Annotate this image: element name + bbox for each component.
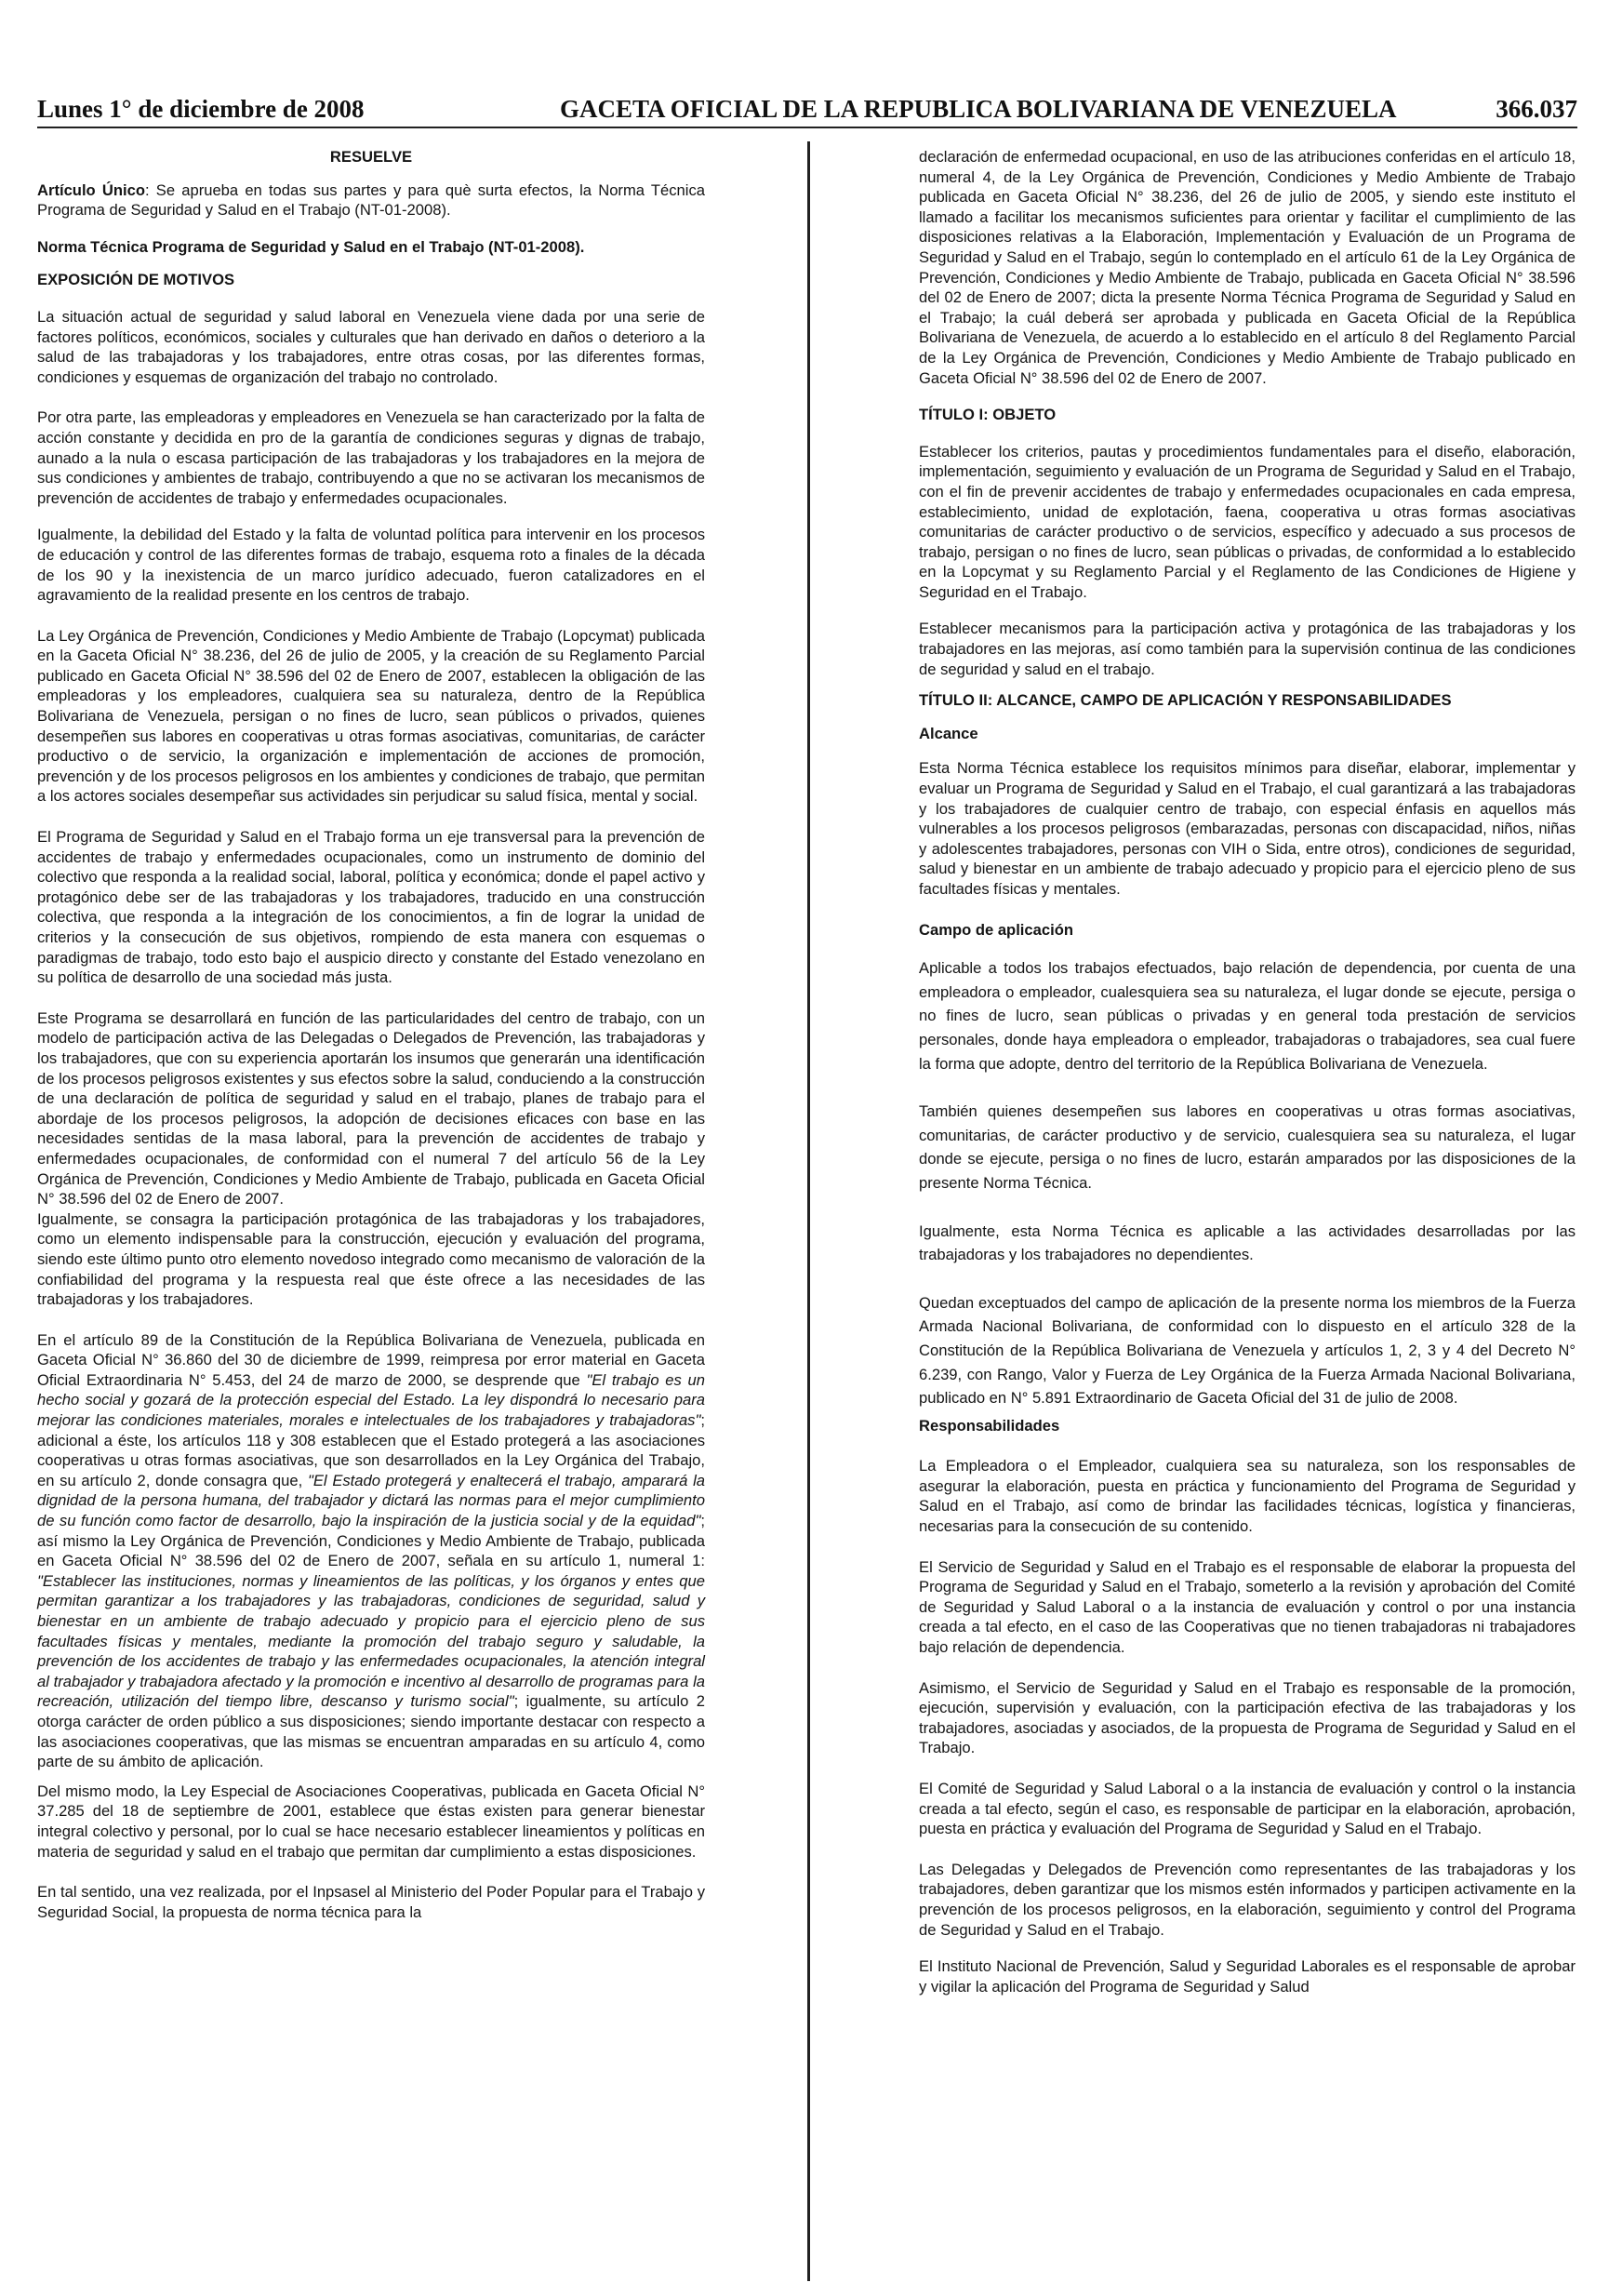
header-rule bbox=[37, 127, 1577, 128]
paragraph: El Programa de Seguridad y Salud en el Trabajo forma un eje transversal para la prevención de accidentes de trabajo y enfermedades ocupacionales, como un instrumento de dominio del colectivo que responda a la realidad social, laboral, política y económica; donde el papel activo y protagónico debe ser de las trabajadoras y los trabajadores, traducido en una construcción colectiva, que responda a la integración de los conocimientos, a fin de lograr la unidad de criterios y la consecución de sus objetivos, rompiendo de esta manera con esquemas o paradigmas de trabajo, todo esto bajo el auspicio directo y constante del Estado venezolano en su política de desarrollo de una sociedad más justa. bbox=[37, 828, 705, 987]
responsabilidades-heading: Responsabilidades bbox=[919, 1416, 1060, 1435]
paragraph: El Servicio de Seguridad y Salud en el Trabajo es el responsable de elaborar la propuesta del Programa de Seguridad y Salud en el Trabajo, someterlo a la revisión y aprobación del Comité de Seguridad y Salud Laboral o a la instancia de evaluación y control o por una instancia creada a tal efecto, en el caso de las Cooperativas que no tienen trabajadoras ni trabajadores bajo relación de dependencia. bbox=[919, 1557, 1576, 1657]
paragraph-text: ; igualmente, su artículo 2 otorga carácter de orden público a sus disposiciones; siendo importante destacar con respecto a las asociaciones cooperativas, que las mismas se encuentran amparadas en su artículo 4, como parte de su ámbito de aplicación. bbox=[37, 1692, 705, 1771]
paragraph: Este Programa se desarrollará en función de las particularidades del centro de trabajo, con un modelo de participación activa de las Delegadas o Delegados de Prevención, las trabajadoras y los trabajadores, que con su experiencia aportarán los insumos que generarán una identificación de los procesos peligrosos existentes y sus efectos sobre la salud, conduciendo a la construcción de una declaración de política de seguridad y salud en el trabajo, planes de trabajo para el abordaje de los procesos peligrosos, la adopción de decisiones eficaces con base en las necesidades sentidas de la masa laboral, para la prevención de accidentes de trabajo y enfermedades ocupacionales, de conformidad con el numeral 7 del artículo 56 de la Ley Orgánica de Prevención, Condiciones y Medio Ambiente de Trabajo, publicada en Gaceta Oficial N° 38.596 del 02 de Enero de 2007. bbox=[37, 1008, 705, 1208]
paragraph: Las Delegadas y Delegados de Prevención como representantes de las trabajadoras y los trabajadores, deben garantizar que los mismos estén informados y participen activamente en la prevención de los procesos peligrosos, en la elaboración, seguimiento y control del Programa de Seguridad y Salud en el Trabajo. bbox=[919, 1860, 1576, 1939]
articulo-unico bbox=[37, 180, 705, 220]
alcance-heading: Alcance bbox=[919, 724, 978, 742]
paragraph: En tal sentido, una vez realizada, por el Inpsasel al Ministerio del Poder Popular para el Trabajo y Seguridad Social, la propuesta de norma técnica para la bbox=[37, 1883, 705, 1921]
articulo-unico-label: Artículo Único bbox=[37, 180, 145, 199]
paragraph-text: En el artículo 89 de la Constitución de la República Bolivariana de Venezuela, publicada en Gaceta Oficial N° 36.860 del 30 de diciembre de 1999, reimpresa por error material en Gaceta Oficial Extraordinaria N° 5.453, del 24 de marzo de 2000, se desprende que bbox=[37, 1330, 705, 1389]
quote-constitucion: "El trabajo es un hecho social y gozará de la protección especial del Estado. La ley dispondrá lo necesario para mejorar las condiciones materiales, morales e intelectuales de los trabajadores y trabajadoras" bbox=[37, 1370, 705, 1430]
page-header bbox=[37, 95, 1577, 127]
paragraph: Igualmente, se consagra la participación protagónica de las trabajadoras y los trabajadores, como un elemento indispensable para la construcción, ejecución y evaluación del programa, siendo este último punto otro elemento novedoso integrado como mecanismo de valoración de la confiabilidad del programa y la respuesta real que éste ofrece a las necesidades de las trabajadoras y los trabajadores. bbox=[37, 1209, 705, 1309]
campo-heading: Campo de aplicación bbox=[919, 920, 1073, 939]
paragraph bbox=[37, 1330, 705, 1772]
articulo-unico-text: : Se aprueba en todas sus partes y para què surta efectos, la Norma Técnica Programa de Seguridad y Salud en el Trabajo (NT-01-2008). bbox=[37, 180, 705, 220]
paragraph: declaración de enfermedad ocupacional, en uso de las atribuciones conferidas en el artículo 18, numeral 4, de la Ley Orgánica de Prevención, Condiciones y Medio Ambiente de Trabajo publicada en Gaceta Oficial N° 38.236, del 26 de julio de 2005, y siendo este instituto el llamado a facilitar los mecanismos suficientes para orientar y facilitar el cumplimiento de las disposiciones relativas a la Elaboración, Implementación y Evaluación de un Programa de Seguridad y Salud en el Trabajo, según lo contemplado en el artículo 61 de la Ley Orgánica de Prevención, Condiciones y Medio Ambiente de Trabajo, publicada en Gaceta Oficial N° 38.596 del 02 de Enero de 2007; dicta la presente Norma Técnica Programa de Seguridad y Salud en el Trabajo; la cuál deberá ser aprobada y publicada en Gaceta Oficial de la República Bolivariana de Venezuela, de acuerdo a lo establecido en el artículo 8 del Reglamento Parcial de la Ley Orgánica de Prevención, Condiciones y Medio Ambiente de Trabajo publicado en Gaceta Oficial N° 38.596 del 02 de Enero de 2007. bbox=[919, 148, 1576, 387]
quote-lopcymat: "Establecer las instituciones, normas y lineamientos de las políticas, y los órganos y entes que permitan garantizar a los trabajadores y las trabajadoras, condiciones de seguridad, salud y bienestar en un ambiente de trabajo adecuado y propicio para el ejercicio pleno de sus facultades físicas y mentales, mediante la promoción del trabajo seguro y saludable, la prevención de los accidentes de trabajo y las enfermedades ocupacionales, la atención integral al trabajador y trabajadora afectado y la promoción e incentivo al desarrollo de programas para la recreación, utilización del tiempo libre, descanso y turismo social" bbox=[37, 1571, 705, 1711]
norma-title: Norma Técnica Programa de Seguridad y Salud en el Trabajo (NT-01-2008). bbox=[37, 237, 585, 256]
header-date: Lunes 1° de diciembre de 2008 bbox=[37, 95, 365, 123]
exposicion-heading: EXPOSICIÓN DE MOTIVOS bbox=[37, 271, 235, 289]
paragraph: Esta Norma Técnica establece los requisitos mínimos para diseñar, elaborar, implementar y evaluar un Programa de Seguridad y Salud en el Trabajo, el cual garantizará a las trabajadoras y los trabajadores de cualquier centro de trabajo, con especial énfasis en aquellos más vulnerables a los procesos peligrosos (embarazadas, personas con discapacidad, niños, niñas y adolescentes trabajadores, personas con VIH o Sida, entre otros), condiciones de seguridad, salud y bienestar en un ambiente de trabajo adecuado y propicio para el ejercicio pleno de sus facultades físicas y mentales. bbox=[919, 759, 1576, 898]
header-title: GACETA OFICIAL DE LA REPUBLICA BOLIVARIANA DE VENEZUELA bbox=[560, 95, 1397, 123]
paragraph: Asimismo, el Servicio de Seguridad y Salud en el Trabajo es responsable de la promoción, ejecución, supervisión y evaluación, con la participación efectiva de las trabajadoras y los trabajadores, asociadas y asociados, de la propuesta de Programa de Seguridad y Salud en el Trabajo. bbox=[919, 1678, 1576, 1757]
left-column bbox=[37, 147, 705, 1922]
titulo-ii-heading: TÍTULO II: ALCANCE, CAMPO DE APLICACIÓN Y RESPONSABILIDADES bbox=[919, 691, 1452, 710]
paragraph: Quedan exceptuados del campo de aplicación de la presente norma los miembros de la Fuerza Armada Nacional Bolivariana, de conformidad con lo dispuesto en el artículo 328 de la Constitución de la República Bolivariana de Venezuela y artículos 1, 2, 3 y 4 del Decreto N° 6.239, con Rango, Valor y Fuerza de Ley Orgánica de la Fuerza Armada Nacional Bolivariana, publicado en N° 5.891 Extraordinario de Gaceta Oficial del 31 de julio de 2008. bbox=[919, 1293, 1576, 1408]
titulo-i-heading: TÍTULO I: OBJETO bbox=[919, 406, 1057, 424]
quote-ley-trabajo: "El Estado protegerá y enaltecerá el trabajo, amparará la dignidad de la persona humana, del trabajador y dictará las normas para el mejor cumplimiento de su función como factor de desarrollo, bajo la inspiración de la justicia social y de la equidad" bbox=[37, 1471, 705, 1530]
paragraph: Igualmente, la debilidad del Estado y la falta de voluntad política para intervenir en los procesos de educación y control de las diferentes formas de trabajo, esquema roto a finales de la década de los 90 y la inexistencia de un marco jurídico adecuado, fueron catalizadores en el agravamiento de la realidad presente en los centros de trabajo. bbox=[37, 526, 705, 605]
paragraph-text: ; adicional a éste, los artículos 118 y 308 establecen que el Estado protegerá a las asociaciones cooperativas u otras formas asociativas, que son desarrollados en la Ley Orgánica del Trabajo, en su artículo 2, donde consagra que, bbox=[37, 1411, 705, 1489]
paragraph: La situación actual de seguridad y salud laboral en Venezuela viene dada por una serie de factores políticos, económicos, sociales y culturales que han derivado en daños o deterioro a la salud de las trabajadoras y los trabajadores, entre otras cosas, por las diferentes formas, condiciones y esquemas de organización del trabajo no controlado. bbox=[37, 307, 705, 386]
header-page-number: 366.037 bbox=[1496, 95, 1577, 123]
resuelve-heading: RESUELVE bbox=[329, 148, 413, 166]
paragraph: Establecer mecanismos para la participación activa y protagónica de las trabajadoras y los trabajadores en las mejoras, así como también para la supervisión continua de las condiciones de seguridad y salud en el trabajo. bbox=[919, 620, 1576, 678]
right-column bbox=[919, 147, 1576, 1996]
paragraph: El Comité de Seguridad y Salud Laboral o a la instancia de evaluación y control o la instancia creada a tal efecto, según el caso, es responsable de participar en la elaboración, aprobación, puesta en práctica y evaluación del Programa de Seguridad y Salud en el Trabajo. bbox=[919, 1780, 1576, 1838]
paragraph-text: ; así mismo la Ley Orgánica de Prevención, Condiciones y Medio Ambiente de Trabajo, publicada en Gaceta Oficial N° 38.596 del 02 de Enero de 2007, señala en su artículo 1, numeral 1: bbox=[37, 1512, 705, 1570]
paragraph: La Ley Orgánica de Prevención, Condiciones y Medio Ambiente de Trabajo (Lopcymat) publicada en la Gaceta Oficial N° 38.236, del 26 de julio de 2005, y la creación de su Reglamento Parcial publicado en Gaceta Oficial N° 38.596 del 02 de Enero de 2007, establecen la obligación de las empleadoras y los empleadores, cualquiera sea su naturaleza, dentro de la República Bolivariana de Venezuela, persigan o no fines de lucro, sean públicos o privados, quienes desempeñen sus labores en cooperativas u otras formas asociativas, comunitarias, de carácter productivo o de servicio, la organización e implementación de acciones de promoción, prevención y de los procesos peligrosos en los ambientes y condiciones de trabajo, que permitan a los actores sociales desempeñar sus actividades sin perjudicar su salud física, mental y social. bbox=[37, 626, 705, 806]
paragraph: Aplicable a todos los trabajos efectuados, bajo relación de dependencia, por cuenta de una empleadora o empleador, cualesquiera sea su naturaleza, el lugar donde se ejecute, persiga o no fines de lucro, sean públicas o privadas y en general toda prestación de servicios personales, donde haya empleadora o empleador, trabajadoras o trabajadores, sea cual fuere la forma que adopte, dentro del territorio de la República Bolivariana de Venezuela. bbox=[919, 959, 1576, 1073]
column-divider bbox=[807, 141, 810, 2281]
paragraph: También quienes desempeñen sus labores en cooperativas u otras formas asociativas, comunitarias, de carácter productivo y de servicio, cualesquiera sea su naturaleza, el lugar donde se ejecute, persiga o no fines de lucro, estarán amparados por las disposiciones de la presente Norma Técnica. bbox=[919, 1102, 1576, 1192]
paragraph: Por otra parte, las empleadoras y empleadores en Venezuela se han caracterizado por la falta de acción constante y decidida en pro de la garantía de condiciones seguras y dignas de trabajo, aunado a la nula o escasa participación de las trabajadoras y los trabajadores en la mejora de sus condiciones y ambientes de trabajo, contribuyendo a que no se activaran los mecanismos de prevención de accidentes de trabajo y enfermedades ocupacionales. bbox=[37, 408, 705, 507]
paragraph: La Empleadora o el Empleador, cualquiera sea su naturaleza, son los responsables de asegurar la elaboración, puesta en práctica y funcionamiento del Programa de Seguridad y Salud en el Trabajo, así como de brindar las facilidades técnicas, logística y financieras, necesarias para la consecución de su contenido. bbox=[919, 1457, 1576, 1536]
paragraph: Establecer los criterios, pautas y procedimientos fundamentales para el diseño, elaboración, implementación, seguimiento y evaluación de un Programa de Seguridad y Salud en el Trabajo, con el fin de prevenir accidentes de trabajo y enfermedades ocupacionales en cada empresa, establecimiento, unidad de explotación, faena, cooperativa u otras formas asociativas comunitarias de carácter productivo o de servicios, específico y adecuado a sus procesos de trabajo, persigan o no fines de lucro, sean públicas o privadas, de conformidad a lo establecido en la Lopcymat y su Reglamento Parcial y el Reglamento de las Condiciones de Higiene y Seguridad en el Trabajo. bbox=[919, 442, 1576, 601]
paragraph: Del mismo modo, la Ley Especial de Asociaciones Cooperativas, publicada en Gaceta Oficial N° 37.285 del 18 de septiembre de 2001, establece que éstas existen para generar bienestar integral colectivo y personal, por lo cual se hace necesario establecer lineamientos y políticas en materia de seguridad y salud en el trabajo que permitan dar cumplimiento a estas disposiciones. bbox=[37, 1782, 705, 1861]
paragraph: El Instituto Nacional de Prevención, Salud y Seguridad Laborales es el responsable de aprobar y vigilar la aplicación del Programa de Seguridad y Salud bbox=[919, 1957, 1576, 1996]
paragraph: Igualmente, esta Norma Técnica es aplicable a las actividades desarrolladas por las trabajadoras y los trabajadores no dependientes. bbox=[919, 1221, 1576, 1264]
